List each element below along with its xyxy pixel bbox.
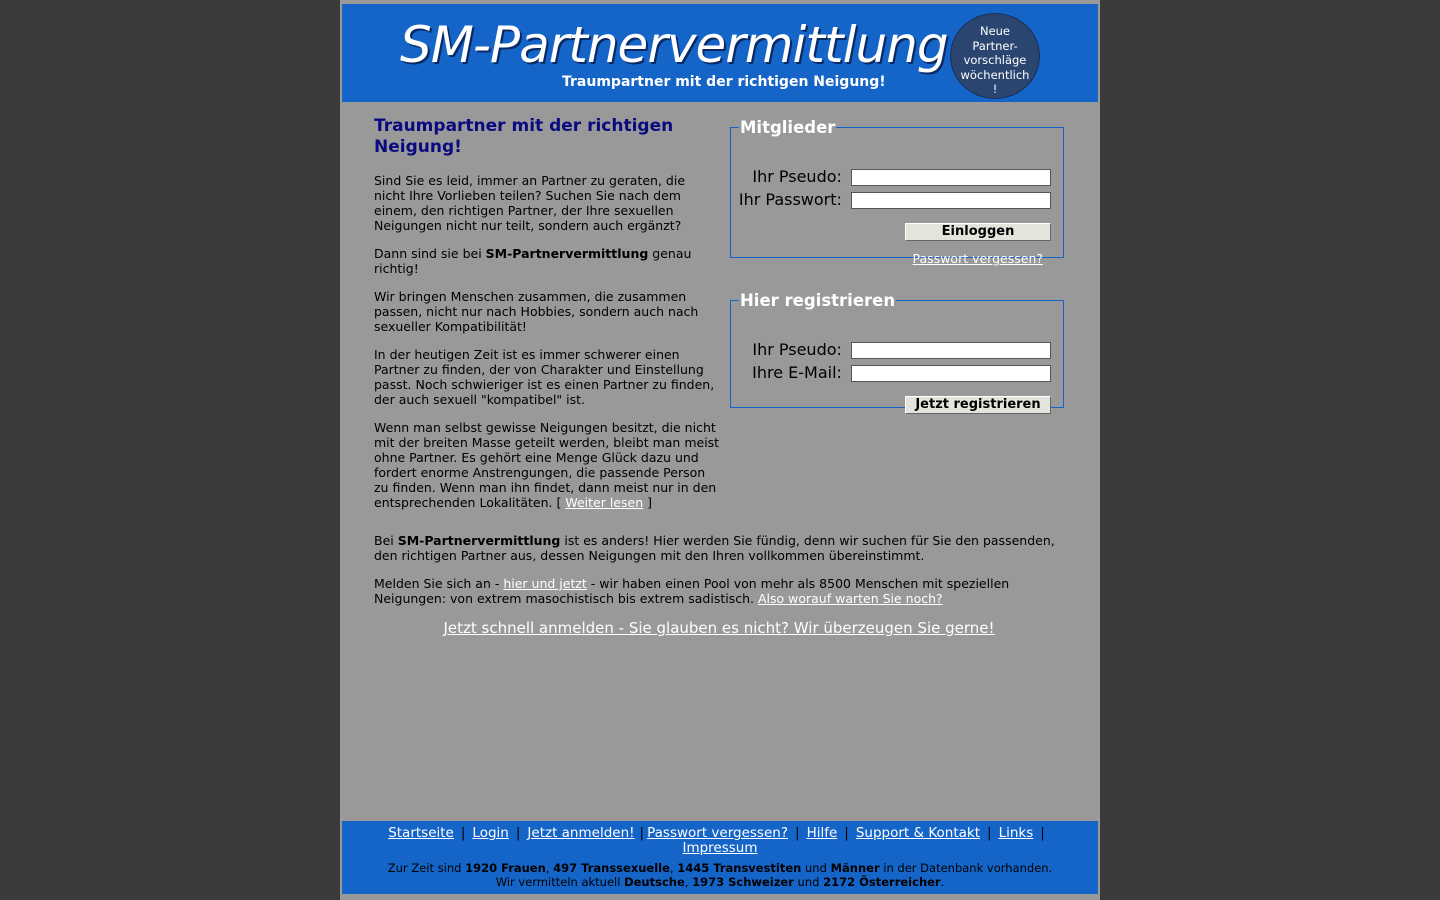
text: Bei bbox=[374, 533, 398, 548]
text: und bbox=[793, 875, 824, 889]
footer-link-support[interactable]: Support & Kontakt bbox=[855, 825, 980, 841]
text: und bbox=[801, 861, 831, 875]
login-button[interactable]: Einloggen bbox=[905, 223, 1051, 241]
lower-section bbox=[374, 533, 1064, 637]
count-transvestite: 1445 Transvestiten bbox=[677, 861, 802, 875]
badge-line: ! bbox=[992, 82, 998, 96]
stats-line-1: Zur Zeit sind 1920 Frauen, 497 Transsexuelle, 1445 Transvestiten und Männer in der Datenbank vorhanden. bbox=[387, 861, 1053, 875]
member-stats bbox=[342, 861, 1098, 889]
pseudo-label: Ihr Pseudo: bbox=[752, 167, 842, 186]
separator: | bbox=[639, 825, 645, 841]
new-suggestions-badge bbox=[950, 13, 1040, 99]
intro-paragraph: Wir bringen Menschen zusammen, die zusammen passen, nicht nur nach Hobbies, sondern auch nach sexueller Kompatibilität! bbox=[374, 289, 699, 334]
footer-link-links[interactable]: Links bbox=[998, 825, 1034, 841]
intro-heading: Traumpartner mit der richtigen Neigung! bbox=[374, 116, 674, 157]
header bbox=[342, 4, 1098, 102]
text: ] bbox=[643, 495, 652, 510]
forgot-password-link[interactable]: Passwort vergessen? bbox=[912, 251, 1043, 266]
count-women: 1920 Frauen bbox=[465, 861, 546, 875]
intro-paragraph bbox=[374, 420, 720, 510]
register-pseudo-input[interactable] bbox=[851, 342, 1051, 359]
count-austrian: 2172 Österreicher bbox=[823, 875, 941, 889]
brand-name: SM-Partnervermittlung bbox=[485, 246, 649, 261]
register-pseudo-row bbox=[752, 340, 1051, 359]
footer-link-startseite[interactable]: Startseite bbox=[388, 825, 454, 841]
text: in der Datenbank vorhanden. bbox=[879, 861, 1053, 875]
count-swiss: 1973 Schweizer bbox=[692, 875, 794, 889]
separator: | bbox=[987, 825, 992, 841]
count-transsexual: 497 Transsexuelle bbox=[553, 861, 670, 875]
lower-paragraph bbox=[374, 576, 1064, 606]
pseudo-row bbox=[752, 167, 1051, 186]
signup-cta-link[interactable]: Jetzt schnell anmelden - Sie glauben es nicht? Wir überzeugen Sie gerne! bbox=[443, 619, 995, 637]
footer-link-login[interactable]: Login bbox=[472, 825, 509, 841]
text: Wir vermitteln aktuell bbox=[495, 875, 625, 889]
footer bbox=[342, 821, 1098, 894]
text: ist es anders! Hier werden Sie fündig, denn wir suchen für Sie den passenden, den richtigen Partner aus, dessen Neigungen mit den Ihren vollkommen übereinstimmt. bbox=[374, 533, 1055, 563]
text: Wenn man selbst gewisse Neigungen besitzt, die nicht mit der breiten Masse geteilt werden, bleibt man meist ohne Partner. Es gehört eine Menge Glück dazu und fordert enorme Anstrengungen, die passende Person zu finden. Wenn man ihn findet, dann meist nur in den entsprechenden Lokalitäten. [ bbox=[374, 420, 720, 510]
intro-section bbox=[374, 116, 720, 510]
footer-link-impressum[interactable]: Impressum bbox=[682, 840, 758, 856]
text: genau richtig! bbox=[374, 246, 692, 276]
badge-line: vorschläge bbox=[963, 53, 1027, 67]
text: - wir haben einen Pool von mehr als 8500 Menschen mit speziellen Neigungen: von extrem masochistisch bis extrem sadistisch. bbox=[374, 576, 1010, 606]
badge-line: Neue bbox=[979, 24, 1011, 38]
text: Dann sind sie bei bbox=[374, 246, 486, 261]
login-legend: Mitglieder bbox=[740, 118, 836, 137]
footer-link-signup[interactable]: Jetzt anmelden! bbox=[527, 825, 635, 841]
badge-line: wöchentlich bbox=[960, 67, 1030, 82]
register-pseudo-label: Ihr Pseudo: bbox=[752, 340, 842, 359]
separator: | bbox=[515, 825, 521, 841]
separator: | bbox=[844, 825, 849, 841]
register-email-row bbox=[752, 363, 1051, 382]
what-are-you-waiting-link[interactable]: Also worauf warten Sie noch? bbox=[757, 591, 943, 606]
login-password-input[interactable] bbox=[851, 192, 1051, 209]
text: Melden Sie sich an - bbox=[374, 576, 504, 591]
text: Zur Zeit sind bbox=[387, 861, 466, 875]
lower-paragraph bbox=[374, 533, 1064, 563]
separator: | bbox=[795, 825, 800, 841]
login-pseudo-input[interactable] bbox=[851, 169, 1051, 186]
separator: | bbox=[1040, 825, 1045, 841]
text: . bbox=[940, 875, 945, 889]
site-logo[interactable]: SM-Partnervermittlung bbox=[400, 16, 948, 74]
page bbox=[340, 0, 1100, 900]
intro-paragraph: Sind Sie es leid, immer an Partner zu geraten, die nicht Ihre Vorlieben teilen? Suchen Sie nach dem einem, den richtigen Partner, der Ihre sexuellen Neigungen nicht nur teilt, sondern auch ergänzt? bbox=[374, 173, 686, 233]
register-button[interactable]: Jetzt registrieren bbox=[905, 396, 1051, 414]
badge-line: Partner- bbox=[972, 38, 1018, 53]
register-form bbox=[730, 291, 1064, 412]
separator: | bbox=[460, 825, 466, 841]
footer-nav bbox=[372, 826, 1068, 856]
signup-here-link[interactable]: hier und jetzt bbox=[503, 576, 587, 591]
slogan: Traumpartner mit der richtigen Neigung! bbox=[562, 74, 886, 90]
intro-paragraph: In der heutigen Zeit ist es immer schwerer einen Partner zu finden, der von Charakter und Einstellung passt. Noch schwieriger ist es einen Partner zu finden, der auch sexuell "kompatibel" ist. bbox=[374, 347, 715, 407]
footer-link-forgot-password[interactable]: Passwort vergessen? bbox=[647, 825, 788, 841]
register-email-label: Ihre E-Mail: bbox=[752, 363, 842, 382]
password-row bbox=[739, 190, 1051, 209]
intro-paragraph bbox=[374, 246, 720, 276]
brand-name: SM-Partnervermittlung bbox=[397, 533, 561, 548]
login-form bbox=[730, 118, 1064, 266]
read-more-link[interactable]: Weiter lesen bbox=[565, 495, 644, 510]
count-german: Deutsche bbox=[624, 875, 685, 889]
password-label: Ihr Passwort: bbox=[738, 190, 842, 209]
footer-link-help[interactable]: Hilfe bbox=[806, 825, 838, 841]
stats-line-2: Wir vermitteln aktuell Deutsche, 1973 Schweizer und 2172 Österreicher. bbox=[495, 875, 945, 889]
register-email-input[interactable] bbox=[851, 365, 1051, 382]
count-men: Männer bbox=[830, 861, 880, 875]
register-legend: Hier registrieren bbox=[740, 291, 896, 310]
